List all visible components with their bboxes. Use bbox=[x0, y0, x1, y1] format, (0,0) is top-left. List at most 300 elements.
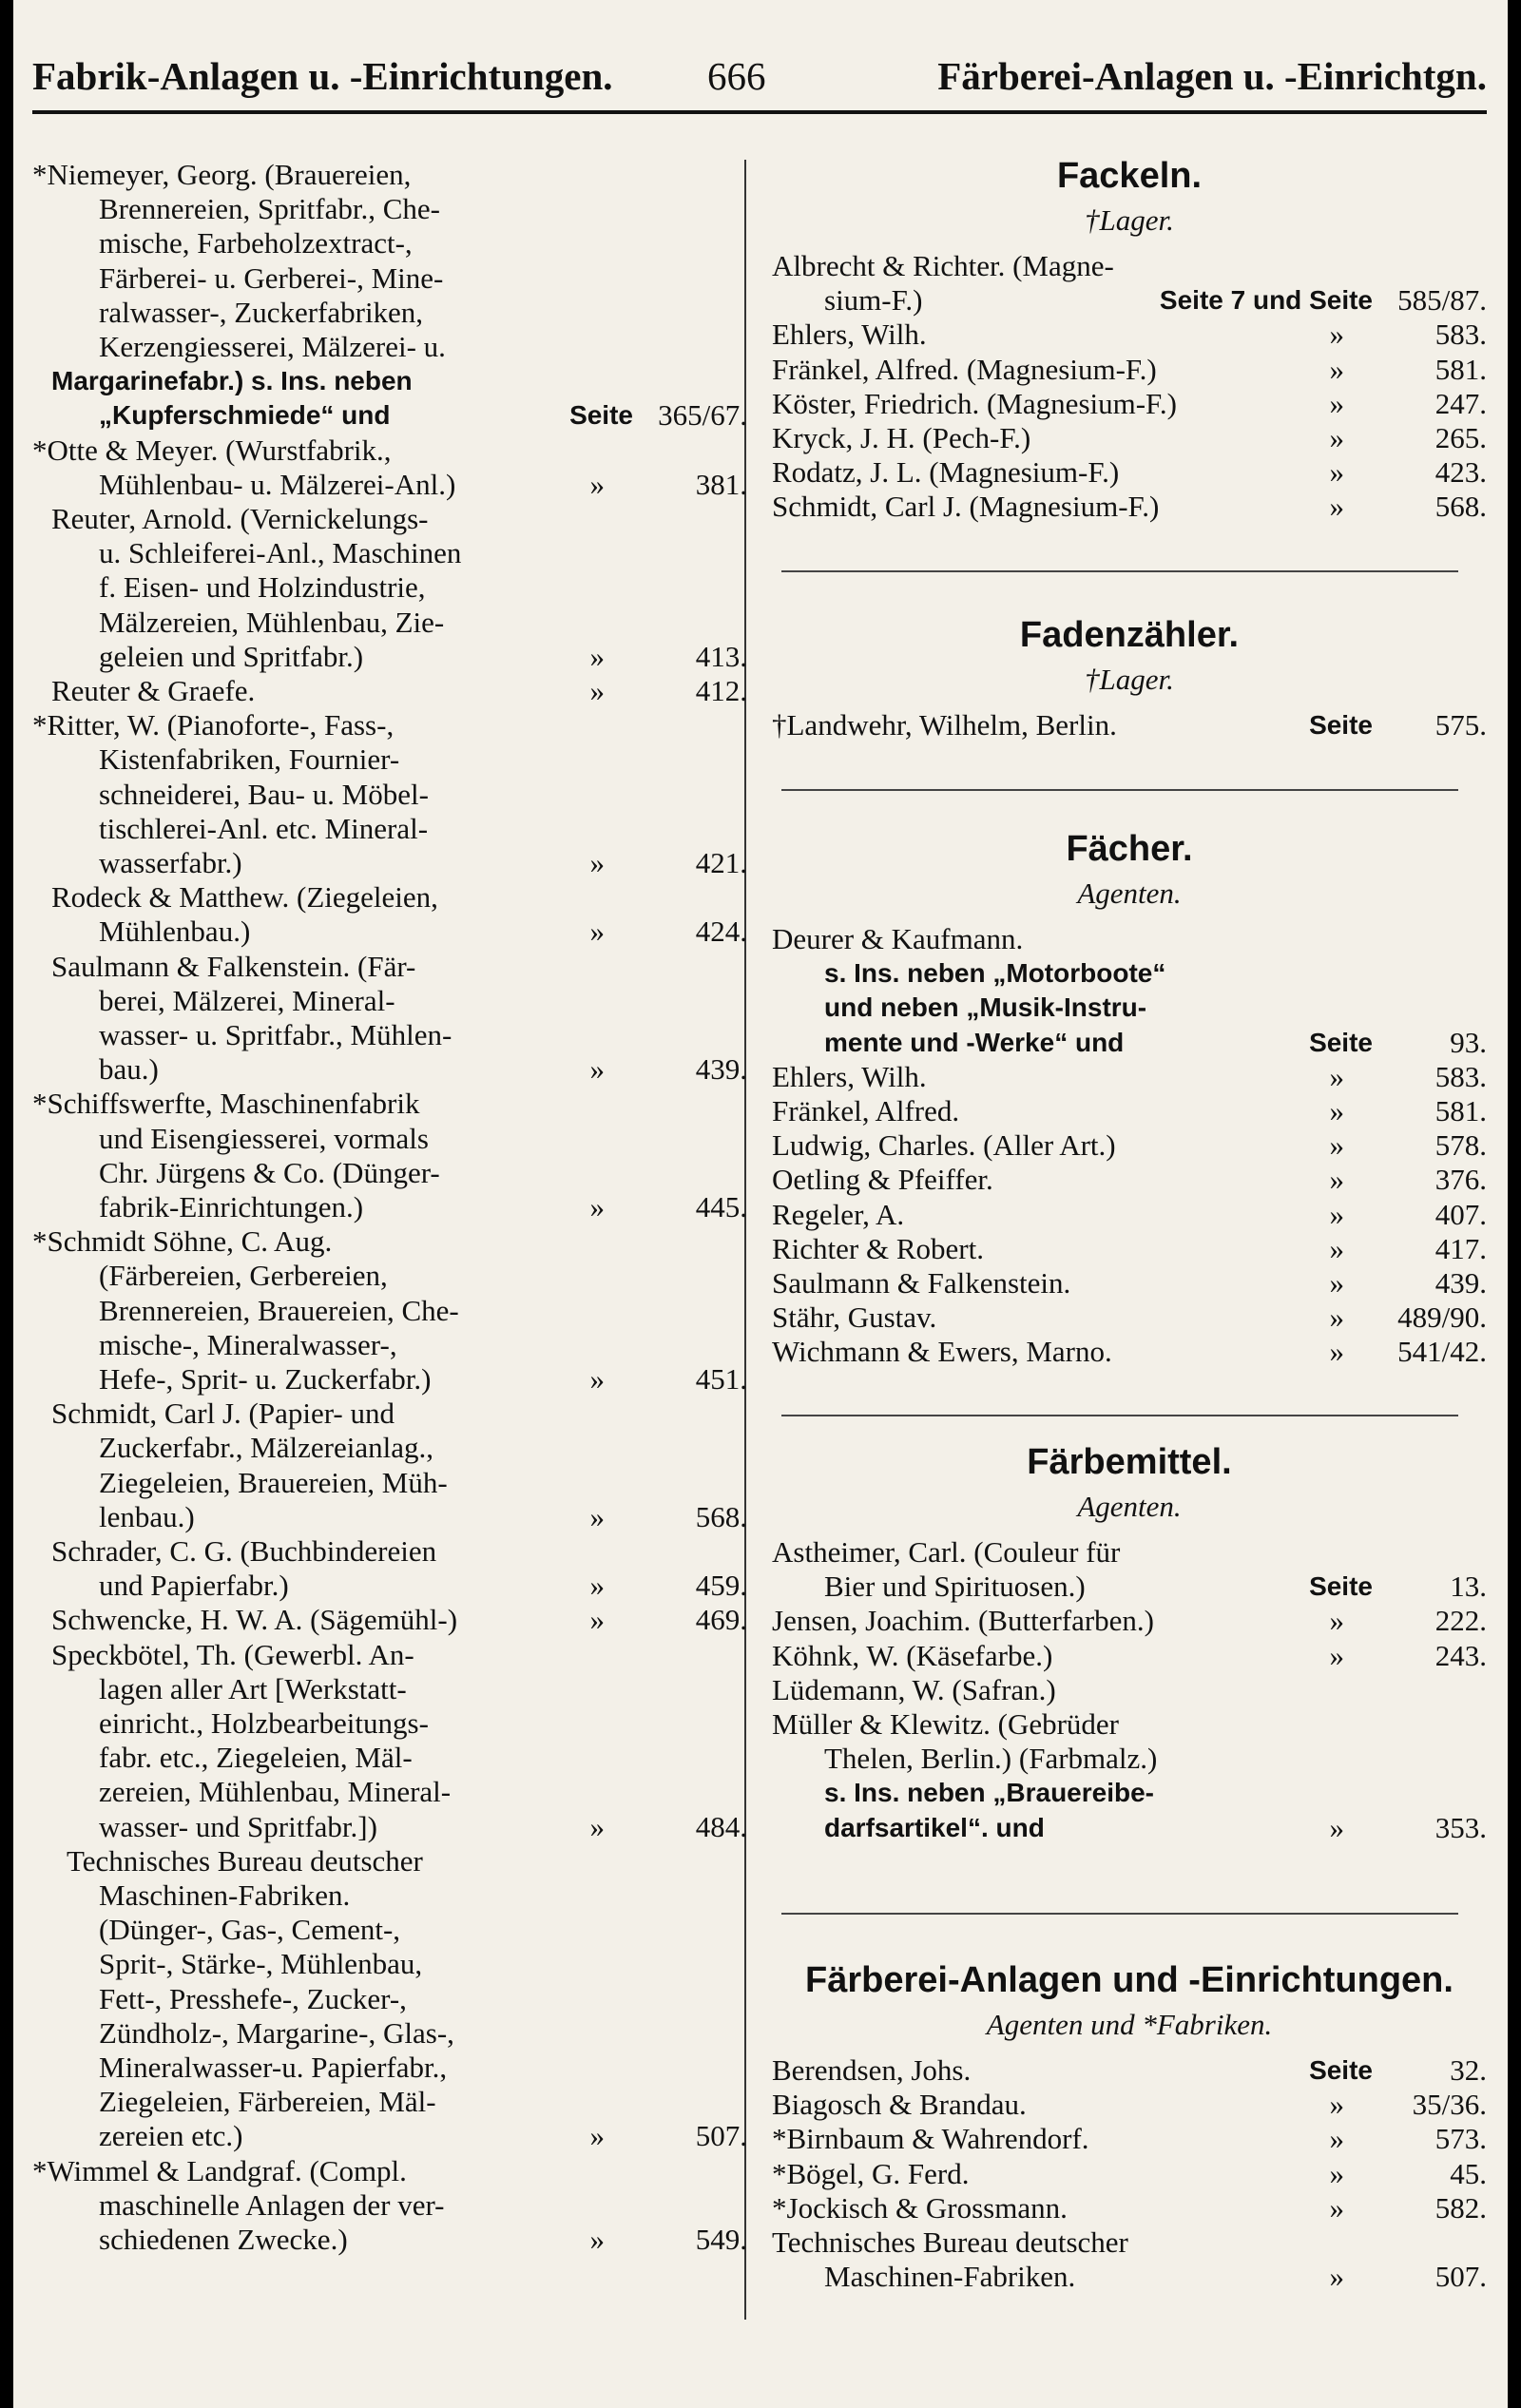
page-ref: 484. bbox=[695, 1809, 747, 1843]
entry-line bbox=[772, 1232, 1487, 1266]
section-heading: Färbemittel. bbox=[1027, 1442, 1232, 1482]
entry-text: und neben „Musik-Instru- bbox=[824, 992, 1147, 1023]
entry-text: und Papierfabr.) bbox=[99, 1569, 289, 1603]
entry-line bbox=[772, 956, 1487, 991]
entry-text: schiedenen Zwecke.) bbox=[99, 2223, 348, 2256]
page-ref: 469. bbox=[695, 1603, 747, 1637]
page-ref-label: » bbox=[1329, 1638, 1344, 1672]
entry-line bbox=[32, 468, 747, 502]
page-ref: 35/36. bbox=[1412, 2088, 1487, 2122]
entry-line bbox=[772, 1094, 1487, 1128]
entry-text: Mühlenbau- u. Mälzerei-Anl.) bbox=[99, 467, 456, 501]
running-header bbox=[32, 53, 1487, 110]
page-ref: 489/90. bbox=[1397, 1300, 1487, 1335]
entry-text: Stähr, Gustav. bbox=[772, 1300, 937, 1335]
entry-line bbox=[32, 1638, 747, 1672]
page-ref-label: » bbox=[1329, 1231, 1344, 1265]
page-ref-label: » bbox=[1329, 2122, 1344, 2156]
section-subheading: Agenten. bbox=[1077, 1490, 1182, 1523]
entry-line bbox=[772, 1604, 1487, 1638]
entry-line bbox=[32, 1466, 747, 1500]
entry-text: Ludwig, Charles. (Aller Art.) bbox=[772, 1128, 1116, 1163]
section-heading: Fadenzähler. bbox=[1019, 615, 1240, 655]
entry-text: Zündholz-, Margarine-, Glas-, bbox=[99, 2015, 454, 2050]
page-ref-label: Seite bbox=[1309, 1027, 1373, 1057]
entry-text: Maschinen-Fabriken. bbox=[99, 1878, 351, 1912]
page-ref-label: » bbox=[1329, 1335, 1344, 1369]
page-ref-label: » bbox=[589, 1569, 605, 1603]
entry-line bbox=[32, 1913, 747, 1947]
entry-line bbox=[32, 1018, 747, 1052]
entry-line bbox=[32, 1156, 747, 1190]
entry-line bbox=[772, 1776, 1487, 1810]
entry-text: Schrader, C. G. (Buchbindereien bbox=[51, 1534, 437, 1568]
entry-line bbox=[32, 1810, 747, 1844]
entry-line bbox=[32, 880, 747, 915]
entry-text: mische-, Mineralwasser-, bbox=[99, 1327, 397, 1361]
entry-line bbox=[32, 296, 747, 330]
entry-text: Jensen, Joachim. (Butterfarben.) bbox=[772, 1604, 1155, 1638]
entry-text: maschinelle Anlagen der ver- bbox=[99, 2187, 445, 2222]
page-ref: 585/87. bbox=[1397, 283, 1487, 318]
entry-text: *Bögel, G. Ferd. bbox=[772, 2156, 970, 2190]
page-ref-label: Seite bbox=[1309, 1571, 1373, 1602]
entry-text: darfsartikel“. und bbox=[824, 1812, 1045, 1842]
entry-text: Speckbötel, Th. (Gewerbl. An- bbox=[51, 1637, 414, 1671]
entry-text: Technisches Bureau deutscher bbox=[67, 1843, 423, 1878]
entry-text: *Schmidt Söhne, C. Aug. bbox=[32, 1224, 333, 1259]
entry-text: Wichmann & Ewers, Marno. bbox=[772, 1335, 1112, 1369]
entry-line bbox=[772, 991, 1487, 1025]
entry-text: Schwencke, H. W. A. (Sägemühl-) bbox=[51, 1603, 458, 1637]
entry-line bbox=[32, 433, 747, 468]
page-ref: 265. bbox=[1434, 421, 1487, 454]
entry-text: fabr. etc., Ziegeleien, Mäl- bbox=[99, 1741, 413, 1775]
entry-line bbox=[32, 1844, 747, 1878]
entry-text: Brennereien, Spritfabr., Che- bbox=[99, 192, 440, 226]
entry-text: Biagosch & Brandau. bbox=[772, 2088, 1027, 2122]
page-ref-label: » bbox=[1329, 2190, 1344, 2225]
section-separator bbox=[781, 1415, 1458, 1416]
entry-line bbox=[32, 1569, 747, 1603]
entry-text: Thelen, Berlin.) (Farbmalz.) bbox=[824, 1742, 1158, 1776]
entry-line bbox=[772, 1570, 1487, 1604]
entry-line bbox=[772, 922, 1487, 956]
entry-line bbox=[32, 1878, 747, 1913]
entry-line bbox=[32, 984, 747, 1018]
entry-line bbox=[772, 1673, 1487, 1707]
entry-text: Saulmann & Falkenstein. bbox=[772, 1266, 1071, 1300]
page-ref-label: » bbox=[589, 1809, 605, 1843]
entry-line bbox=[32, 1087, 747, 1121]
entry-text: Hefe-, Sprit- u. Zuckerfabr.) bbox=[99, 1362, 432, 1396]
entry-line bbox=[772, 1639, 1487, 1673]
section-subheading: Agenten und *Fabriken. bbox=[986, 2008, 1273, 2041]
entry-text: Müller & Klewitz. (Gebrüder bbox=[772, 1707, 1119, 1741]
page-ref-label: » bbox=[589, 1052, 605, 1087]
page-ref: 247. bbox=[1434, 386, 1487, 420]
entry-text: Rodeck & Matthew. (Ziegeleien, bbox=[51, 880, 438, 915]
entry-line bbox=[32, 1397, 747, 1431]
entry-line bbox=[32, 1741, 747, 1775]
entry-line bbox=[32, 158, 747, 192]
entry-line bbox=[32, 1603, 747, 1637]
page-ref-label: » bbox=[1329, 1810, 1344, 1844]
page-ref: 439. bbox=[695, 1052, 747, 1087]
section-subheading: Agenten. bbox=[1077, 877, 1182, 910]
entry-line bbox=[32, 536, 747, 570]
entry-line bbox=[772, 455, 1487, 490]
entry-text: Fett-, Presshefe-, Zucker-, bbox=[99, 1981, 407, 2015]
page-ref-label: » bbox=[1329, 1094, 1344, 1127]
entry-line bbox=[772, 1811, 1487, 1845]
page-ref-label: » bbox=[589, 2119, 605, 2153]
page-ref: 439. bbox=[1434, 1266, 1487, 1300]
entry-text: Reuter, Arnold. (Vernickelungs- bbox=[51, 502, 429, 535]
entry-line bbox=[32, 2188, 747, 2223]
page-number: 666 bbox=[707, 54, 766, 98]
entry-text: Färberei- u. Gerberei-, Mine- bbox=[99, 260, 444, 295]
entry-line bbox=[772, 1198, 1487, 1232]
entry-text: *Ritter, W. (Pianoforte-, Fass-, bbox=[32, 708, 395, 742]
entry-line bbox=[32, 502, 747, 536]
page-ref-label: » bbox=[1329, 421, 1344, 454]
entry-text: Fränkel, Alfred. (Magnesium-F.) bbox=[772, 352, 1157, 386]
entry-text: Reuter & Graefe. bbox=[51, 674, 256, 707]
entry-line bbox=[32, 1706, 747, 1741]
entry-text: wasser- u. Spritfabr., Mühlen- bbox=[99, 1018, 452, 1051]
entry-text: schneiderei, Bau- u. Möbel- bbox=[99, 777, 429, 811]
entry-text: Ehlers, Wilh. bbox=[772, 318, 927, 352]
entry-line bbox=[32, 742, 747, 777]
page-ref: 541/42. bbox=[1397, 1335, 1487, 1369]
page-ref: 459. bbox=[695, 1569, 747, 1603]
entry-text: Kryck, J. H. (Pech-F.) bbox=[772, 421, 1031, 454]
entry-line bbox=[772, 318, 1487, 352]
page-ref: 417. bbox=[1434, 1231, 1487, 1265]
page-ref: 13. bbox=[1450, 1570, 1487, 1604]
entry-text: Köster, Friedrich. (Magnesium-F.) bbox=[772, 386, 1177, 420]
page-ref-label: » bbox=[1329, 1128, 1344, 1163]
page-ref-label: » bbox=[1329, 1059, 1344, 1093]
page-ref: 573. bbox=[1434, 2122, 1487, 2156]
entry-text: Ziegeleien, Brauereien, Müh- bbox=[99, 1465, 448, 1499]
entry-text: Rodatz, J. L. (Magnesium-F.) bbox=[772, 455, 1120, 490]
entry-line bbox=[32, 1947, 747, 1981]
section-separator bbox=[781, 570, 1458, 572]
entry-text: Fränkel, Alfred. bbox=[772, 1094, 960, 1127]
entry-text: geleien und Spritfabr.) bbox=[99, 639, 364, 673]
entry-line bbox=[32, 812, 747, 846]
entry-line bbox=[772, 1060, 1487, 1094]
entry-text: mente und -Werke“ und bbox=[824, 1027, 1125, 1057]
page-ref: 575. bbox=[1434, 708, 1487, 742]
entry-text: Regeler, A. bbox=[772, 1197, 905, 1231]
entry-text: Sprit-, Stärke-, Mühlenbau, bbox=[99, 1947, 423, 1981]
entry-line bbox=[32, 1190, 747, 1224]
header-right: Färberei-Anlagen u. -Einrichtgn. bbox=[937, 54, 1487, 98]
entry-line bbox=[772, 387, 1487, 421]
entry-text: lenbau.) bbox=[99, 1499, 195, 1533]
entry-line bbox=[32, 1982, 747, 2016]
page-ref: 451. bbox=[695, 1362, 747, 1396]
entry-text: Oetling & Pfeiffer. bbox=[772, 1163, 993, 1197]
entry-text: Berendsen, Johs. bbox=[772, 2053, 972, 2087]
page-ref-label: Seite bbox=[1309, 710, 1373, 740]
entry-line bbox=[772, 353, 1487, 387]
entry-line bbox=[32, 674, 747, 708]
page-ref: 507. bbox=[1434, 2260, 1487, 2294]
entry-line bbox=[32, 364, 747, 398]
page-ref: 353. bbox=[1434, 1810, 1487, 1844]
entry-text: zereien, Mühlenbau, Mineral- bbox=[99, 1775, 452, 1809]
entry-text: Kistenfabriken, Fournier- bbox=[99, 742, 400, 777]
entry-text: Margarinefabr.) s. Ins. neben bbox=[51, 366, 413, 396]
page-ref-label: Seite bbox=[569, 400, 633, 431]
page-ref: 222. bbox=[1434, 1604, 1487, 1638]
page-ref-label: Seite bbox=[1309, 2055, 1373, 2085]
entry-line bbox=[32, 1259, 747, 1293]
page-ref-label: » bbox=[589, 467, 605, 501]
entry-text: sium-F.) bbox=[824, 283, 923, 318]
page-ref: 412. bbox=[695, 674, 747, 707]
entry-text: Köhnk, W. (Käsefarbe.) bbox=[772, 1638, 1053, 1672]
page-ref: 413. bbox=[695, 639, 747, 673]
page-ref: 583. bbox=[1434, 1059, 1487, 1093]
page-ref: 407. bbox=[1434, 1197, 1487, 1231]
header-left: Fabrik-Anlagen u. -Einrichtungen. bbox=[32, 54, 613, 98]
entry-line bbox=[32, 2016, 747, 2051]
entry-line bbox=[32, 2223, 747, 2257]
entry-text: *Jockisch & Grossmann. bbox=[772, 2190, 1068, 2225]
entry-text: mische, Farbeholzextract-, bbox=[99, 226, 413, 260]
entry-text: (Färbereien, Gerbereien, bbox=[99, 1259, 388, 1293]
section-separator bbox=[781, 789, 1458, 791]
page-ref: 376. bbox=[1434, 1163, 1487, 1197]
entry-text: †Landwehr, Wilhelm, Berlin. bbox=[772, 708, 1117, 742]
entry-text: Ehlers, Wilh. bbox=[772, 1059, 927, 1093]
entry-text: Astheimer, Carl. (Couleur für bbox=[772, 1535, 1121, 1569]
entry-line bbox=[32, 1500, 747, 1534]
entry-line bbox=[772, 1128, 1487, 1163]
entry-line bbox=[772, 2053, 1487, 2088]
entry-line bbox=[32, 606, 747, 640]
entry-line bbox=[772, 1026, 1487, 1060]
scan-border-left bbox=[0, 0, 13, 2408]
entry-text: Lüdemann, W. (Safran.) bbox=[772, 1672, 1056, 1706]
entry-line bbox=[772, 1742, 1487, 1776]
entry-text: zereien etc.) bbox=[99, 2119, 243, 2153]
entry-text: Ziegeleien, Färbereien, Mäl- bbox=[99, 2085, 436, 2119]
entry-line bbox=[772, 283, 1487, 318]
entry-line bbox=[32, 261, 747, 296]
entry-text: berei, Mälzerei, Mineral- bbox=[99, 983, 395, 1017]
header-rule bbox=[32, 110, 1487, 114]
entry-line bbox=[32, 1431, 747, 1465]
section-subheading: †Lager. bbox=[1085, 203, 1174, 237]
entry-text: u. Schleiferei-Anl., Maschinen bbox=[99, 536, 462, 570]
page-ref-label: » bbox=[1329, 352, 1344, 386]
entry-text: einricht., Holzbearbeitungs- bbox=[99, 1706, 429, 1740]
page-ref-label: » bbox=[1329, 1604, 1344, 1638]
entry-line bbox=[32, 708, 747, 742]
entry-text: s. Ins. neben „Brauereibe- bbox=[824, 1778, 1154, 1808]
entry-line bbox=[32, 1122, 747, 1156]
page-ref: 32. bbox=[1450, 2053, 1487, 2087]
section-heading: Färberei-Anlagen und -Einrichtungen. bbox=[805, 1960, 1454, 2000]
entry-line bbox=[32, 1775, 747, 1809]
entry-line bbox=[32, 192, 747, 226]
entry-text: *Otte & Meyer. (Wurstfabrik., bbox=[32, 433, 392, 467]
page-ref-label: » bbox=[1329, 1197, 1344, 1231]
page-ref: 243. bbox=[1434, 1638, 1487, 1672]
entry-line bbox=[772, 2191, 1487, 2225]
entry-line bbox=[32, 2051, 747, 2085]
page-ref: 45. bbox=[1450, 2156, 1487, 2190]
entry-text: „Kupferschmiede“ und bbox=[99, 400, 391, 431]
page-ref: 365/67. bbox=[658, 398, 747, 433]
page-ref: 581. bbox=[1434, 1094, 1487, 1127]
page-ref-label: » bbox=[1329, 2260, 1344, 2294]
entry-line bbox=[772, 708, 1487, 742]
entry-line bbox=[772, 1266, 1487, 1300]
entry-text: tischlerei-Anl. etc. Mineral- bbox=[99, 811, 429, 845]
entry-text: bau.) bbox=[99, 1052, 159, 1087]
page-ref-label: » bbox=[1329, 386, 1344, 420]
entry-text: Schmidt, Carl J. (Papier- und bbox=[51, 1397, 395, 1431]
section-separator bbox=[781, 1913, 1458, 1915]
entry-line bbox=[32, 1294, 747, 1328]
entry-line bbox=[772, 1535, 1487, 1570]
entry-line bbox=[32, 640, 747, 674]
page-ref-label: » bbox=[589, 2223, 605, 2256]
entry-text: Deurer & Kaufmann. bbox=[772, 922, 1024, 955]
entry-line bbox=[32, 570, 747, 605]
entry-text: wasser- und Spritfabr.]) bbox=[99, 1809, 377, 1843]
page-ref: 445. bbox=[695, 1190, 747, 1223]
page-ref: 582. bbox=[1434, 2190, 1487, 2225]
entry-line bbox=[32, 1672, 747, 1706]
page-ref: 507. bbox=[695, 2119, 747, 2153]
entry-line bbox=[32, 915, 747, 949]
section-subheading: †Lager. bbox=[1085, 663, 1174, 696]
page-ref-label: » bbox=[1329, 318, 1344, 352]
entry-line bbox=[32, 1328, 747, 1362]
entry-text: Maschinen-Fabriken. bbox=[824, 2260, 1076, 2294]
page-ref: 578. bbox=[1434, 1128, 1487, 1163]
page-ref-label: » bbox=[1329, 1163, 1344, 1197]
entry-text: Mineralwasser-u. Papierfabr., bbox=[99, 2051, 448, 2084]
entry-line bbox=[32, 226, 747, 260]
entry-line bbox=[32, 2119, 747, 2153]
entry-line bbox=[772, 2260, 1487, 2294]
page-ref: 423. bbox=[1434, 455, 1487, 490]
entry-text: (Dünger-, Gas-, Cement-, bbox=[99, 1913, 401, 1947]
entry-text: Zuckerfabr., Mälzereianlag., bbox=[99, 1431, 434, 1465]
page-ref-label: » bbox=[1329, 1266, 1344, 1300]
entry-text: *Birnbaum & Wahrendorf. bbox=[772, 2122, 1089, 2156]
entry-line bbox=[32, 1224, 747, 1259]
entry-text: Kerzengiesserei, Mälzerei- u. bbox=[99, 330, 446, 363]
entry-line bbox=[772, 1300, 1487, 1335]
page-ref: 381. bbox=[695, 467, 747, 501]
entry-line bbox=[772, 490, 1487, 524]
page-ref: 568. bbox=[1434, 490, 1487, 524]
entry-line bbox=[32, 2154, 747, 2188]
page-ref-label: » bbox=[589, 1190, 605, 1223]
entry-text: s. Ins. neben „Motorboote“ bbox=[824, 958, 1166, 989]
page-ref-label: » bbox=[589, 639, 605, 673]
page-ref-label: » bbox=[589, 1499, 605, 1533]
page-ref-label: » bbox=[589, 1603, 605, 1637]
page-ref: 424. bbox=[695, 915, 747, 949]
entry-line bbox=[32, 1362, 747, 1397]
page-ref-label: » bbox=[1329, 490, 1344, 524]
entry-line bbox=[32, 1534, 747, 1569]
entry-text: *Niemeyer, Georg. (Brauereien, bbox=[32, 158, 412, 191]
entry-text: Richter & Robert. bbox=[772, 1231, 984, 1265]
page-ref: 549. bbox=[695, 2223, 747, 2256]
entry-line bbox=[772, 2157, 1487, 2191]
entry-line bbox=[32, 398, 747, 433]
entry-text: und Eisengiesserei, vormals bbox=[99, 1121, 429, 1155]
entry-line bbox=[32, 2085, 747, 2119]
scan-border-right bbox=[1508, 0, 1521, 2408]
entry-text: f. Eisen- und Holzindustrie, bbox=[99, 570, 426, 605]
page-ref-label: » bbox=[589, 915, 605, 949]
page-ref-label: » bbox=[1329, 2088, 1344, 2122]
entry-line bbox=[32, 330, 747, 364]
entry-text: Chr. Jürgens & Co. (Dünger- bbox=[99, 1155, 440, 1189]
page-ref-label: » bbox=[589, 1362, 605, 1396]
entry-text: Saulmann & Falkenstein. (Fär- bbox=[51, 949, 416, 983]
entry-line bbox=[772, 2225, 1487, 2260]
entry-line bbox=[32, 1052, 747, 1087]
entry-text: Bier und Spirituosen.) bbox=[824, 1570, 1086, 1604]
entry-line bbox=[772, 1163, 1487, 1197]
page-ref-label: » bbox=[1329, 2156, 1344, 2190]
entry-text: Mälzereien, Mühlenbau, Zie- bbox=[99, 605, 445, 639]
entry-line bbox=[32, 778, 747, 812]
entry-line bbox=[772, 421, 1487, 455]
entry-text: Schmidt, Carl J. (Magnesium-F.) bbox=[772, 490, 1160, 524]
entry-text: Technisches Bureau deutscher bbox=[772, 2225, 1128, 2259]
entry-text: wasserfabr.) bbox=[99, 846, 242, 879]
page-ref-label: » bbox=[1329, 455, 1344, 490]
entry-text: fabrik-Einrichtungen.) bbox=[99, 1190, 364, 1223]
page-ref: 421. bbox=[695, 846, 747, 879]
page-ref-label: » bbox=[589, 674, 605, 707]
section-heading: Fächer. bbox=[1066, 829, 1193, 869]
entry-line bbox=[772, 1707, 1487, 1742]
page-ref: 581. bbox=[1434, 352, 1487, 386]
entry-text: Mühlenbau.) bbox=[99, 915, 251, 949]
page-ref: 568. bbox=[695, 1499, 747, 1533]
entry-text: Albrecht & Richter. (Magne- bbox=[772, 249, 1114, 282]
entry-line bbox=[32, 846, 747, 880]
entry-text: ralwasser-, Zuckerfabriken, bbox=[99, 295, 424, 329]
entry-line bbox=[32, 950, 747, 984]
entry-text: *Schiffswerfte, Maschinenfabrik bbox=[32, 1087, 420, 1121]
entry-line bbox=[772, 2122, 1487, 2156]
page-ref-label: » bbox=[1329, 1300, 1344, 1335]
entry-line bbox=[772, 249, 1487, 283]
page-ref-label: » bbox=[589, 846, 605, 879]
page-ref: 583. bbox=[1434, 318, 1487, 352]
section-heading: Fackeln. bbox=[1056, 156, 1203, 196]
entry-text: *Wimmel & Landgraf. (Compl. bbox=[32, 2153, 407, 2187]
page-ref-label: Seite 7 und Seite bbox=[1159, 285, 1373, 316]
